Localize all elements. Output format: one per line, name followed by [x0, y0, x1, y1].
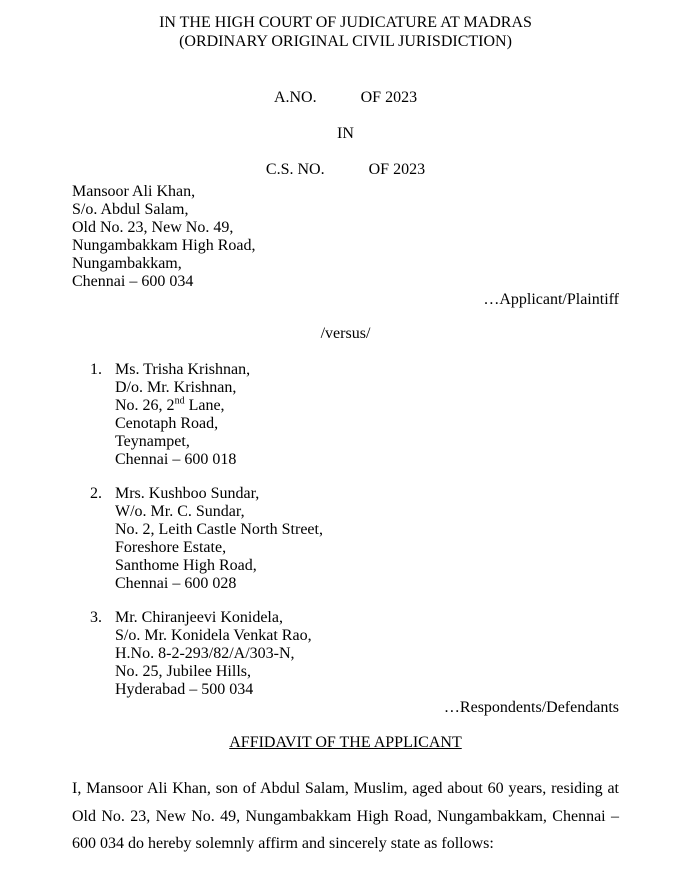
address-line: Cenotaph Road,: [115, 415, 219, 432]
address-line: No. 2, Leith Castle North Street,: [115, 521, 323, 538]
court-header: [72, 13, 619, 51]
versus-label: /versus/: [320, 325, 371, 342]
address-line: Mr. Chiranjeevi Konidela,: [115, 609, 283, 626]
respondent-item: [72, 485, 619, 593]
case-conjunction: IN: [337, 125, 354, 142]
address-line: Santhome High Road,: [115, 557, 257, 574]
application-number-line: [72, 88, 619, 107]
respondent-item: [72, 361, 619, 469]
respondent-number: 1.: [90, 361, 102, 378]
applicant-address: [72, 183, 619, 291]
address-line: Chennai – 600 018: [115, 451, 237, 468]
address-line: Old No. 23, New No. 49,: [72, 219, 234, 236]
application-number-prefix: A.NO.: [273, 89, 317, 106]
address-line: Chennai – 600 028: [115, 575, 237, 592]
address-line: W/o. Mr. C. Sundar,: [115, 503, 245, 520]
affidavit-opening-paragraph: I, Mansoor Ali Khan, son of Abdul Salam, Muslim, aged about 60 years, residing at Old No. 23, New No. 49, Nungambakkam High Road, Nungambakkam, Chennai – 600 034 do hereby solemnly affirm and sincerely state as follows:: [72, 780, 619, 852]
address-line: Chennai – 600 034: [72, 273, 194, 290]
respondent-item: [72, 609, 619, 699]
respondent-address: [115, 361, 619, 469]
court-jurisdiction: (ORDINARY ORIGINAL CIVIL JURISDICTION): [179, 33, 512, 50]
address-line: D/o. Mr. Krishnan,: [115, 379, 237, 396]
address-line: H.No. 8-2-293/82/A/303-N,: [115, 645, 295, 662]
respondent-number: 3.: [90, 609, 102, 626]
applicant-designation: …Applicant/Plaintiff: [483, 291, 619, 308]
suit-number-suffix: OF 2023: [368, 161, 426, 178]
address-line: No. 26, 2nd Lane,: [115, 395, 225, 414]
address-line: Ms. Trisha Krishnan,: [115, 361, 251, 378]
respondent-address: [115, 609, 619, 699]
address-line: Nungambakkam,: [72, 255, 182, 272]
respondent-number: 2.: [90, 485, 102, 502]
court-name: IN THE HIGH COURT OF JUDICATURE AT MADRAS: [159, 14, 532, 31]
address-line: Hyderabad – 500 034: [115, 681, 254, 698]
address-line: Foreshore Estate,: [115, 539, 227, 556]
address-line: Mansoor Ali Khan,: [72, 183, 196, 200]
application-number-suffix: OF 2023: [360, 89, 418, 106]
address-line: Mrs. Kushboo Sundar,: [115, 485, 260, 502]
address-line: Nungambakkam High Road,: [72, 237, 256, 254]
address-line: S/o. Abdul Salam,: [72, 201, 189, 218]
address-line: Teynampet,: [115, 433, 190, 450]
respondents-list: [72, 361, 619, 699]
address-line: S/o. Mr. Konidela Venkat Rao,: [115, 627, 312, 644]
respondent-address: [115, 485, 619, 593]
suit-number-prefix: C.S. NO.: [265, 161, 325, 178]
suit-number-line: [72, 160, 619, 179]
respondents-designation: …Respondents/Defendants: [443, 699, 619, 716]
affidavit-title: AFFIDAVIT OF THE APPLICANT: [229, 734, 462, 751]
address-line: No. 25, Jubilee Hills,: [115, 663, 251, 680]
